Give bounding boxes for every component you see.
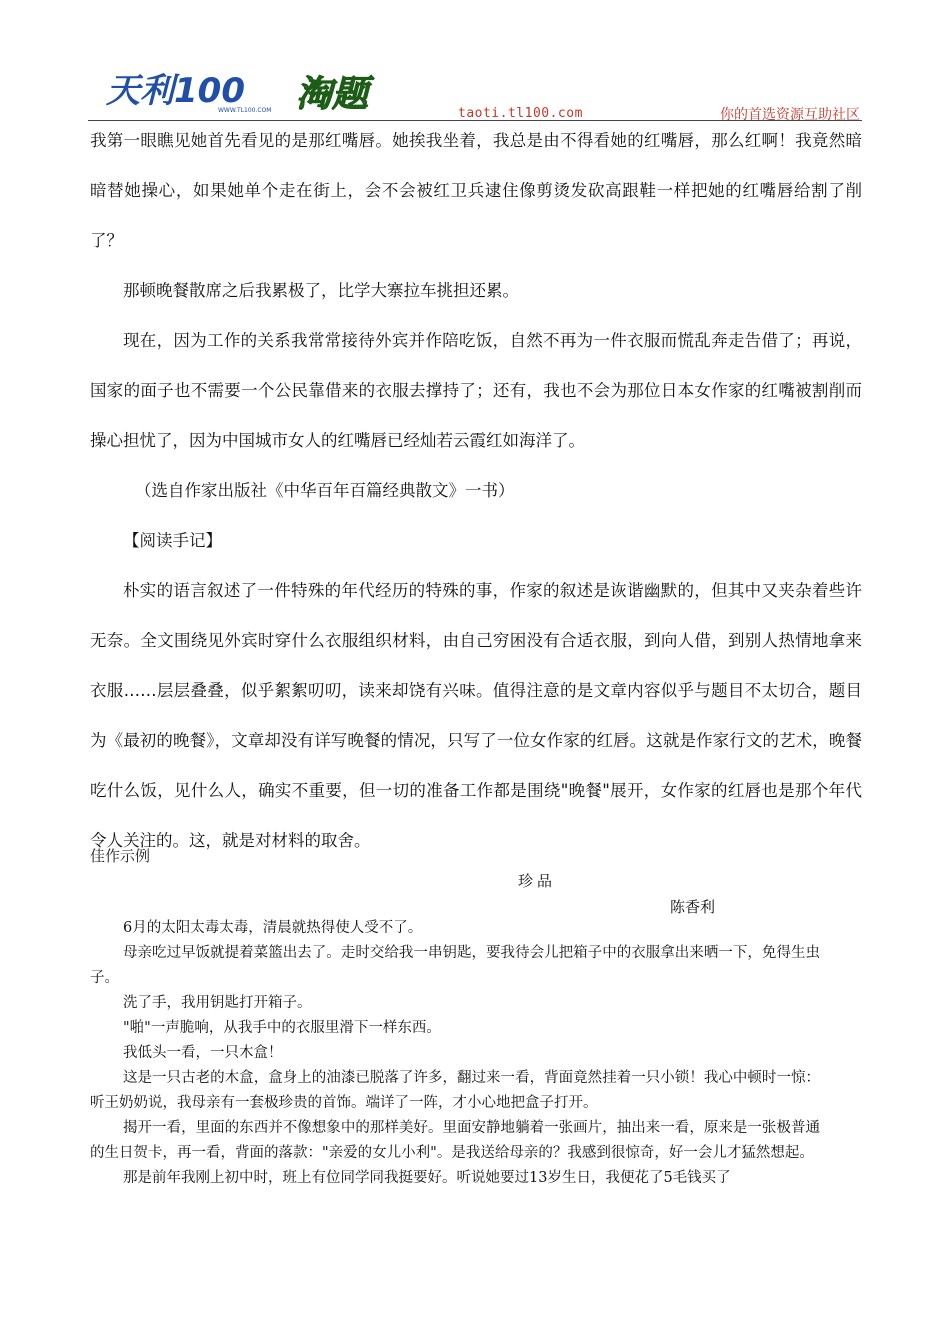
reading-paragraph-1: 我第一眼瞧见她首先看见的是那红嘴唇。她挨我坐着，我总是由不得看她的红嘴唇，那么红啊！我竟然暗暗替她操心，如果她单个走在街上，会不会被红卫兵逮住像剪烫发砍高跟鞋一样把她的红嘴唇给割了削了？	[90, 131, 862, 250]
reading-paragraph-2: 那顿晚餐散席之后我累极了，比学大寨拉车挑担还累。	[123, 281, 519, 300]
sample-heading: 佳作示例	[90, 847, 151, 865]
essay-paragraph: 这是一只古老的木盒，盒身上的油漆已脱落了许多，翻过来一看，背面竟然挂着一只小锁！我心中顿时一惊：听王奶奶说，我母亲有一套极珍贵的首饰。端详了一阵，才小心地把盒子打开。	[90, 1070, 820, 1111]
essay-paragraph: 我低头一看，一只木盒！	[123, 1045, 283, 1061]
essay-paragraph: 那是前年我刚上初中时，班上有位同学同我挺要好。听说她要过13岁生日，我便花了5毛钱买了	[123, 1170, 731, 1186]
essay-paragraph: 揭开一看，里面的东西并不像想象中的那样美好。里面安静地躺着一张画片，抽出来一看，原来是一张极普通的生日贺卡，再一看，背面的落款："亲爱的女儿小利"。是我送给母亲的？我感到很惊奇，好一会儿才猛然想起。	[90, 1120, 820, 1161]
tianli100-logo	[106, 64, 446, 116]
essay-body	[90, 916, 820, 1191]
essay-paragraph: 洗了手，我用钥匙打开箱子。	[123, 995, 312, 1011]
page-header	[88, 62, 862, 124]
logo-subtext: WWW.TL100.COM	[218, 107, 272, 114]
logo-text: 天利100	[106, 71, 245, 111]
reading-notes: 朴实的语言叙述了一件特殊的年代经历的特殊的事，作家的叙述是诙谐幽默的，但其中又夹杂着些许无奈。全文围绕见外宾时穿什么衣服组织材料，由自己穷困没有合适衣服，到向人借，到别人热情地拿来衣服……层层叠叠，似乎絮絮叨叨，读来却饶有兴味。值得注意的是文章内容似乎与题目不太切合，题目为《最初的晚餐》，文章却没有详写晚餐的情况，只写了一位女作家的红唇。这就是作家行文的艺术，晚餐吃什么饭，见什么人，确实不重要，但一切的准备工作都是围绕"晚餐"展开，女作家的红唇也是那个年代令人关注的。这，就是对材料的取舍。	[90, 581, 862, 850]
site-slogan: 你的首选资源互助社区	[720, 107, 860, 123]
site-url[interactable]: taoti.tl100.com	[458, 106, 583, 121]
reading-passage	[90, 116, 862, 866]
reading-notes-heading: 【阅读手记】	[123, 531, 222, 550]
logo-slogan: 淘题	[296, 74, 369, 115]
essay-author: 陈香利	[670, 898, 716, 916]
essay-paragraph: 母亲吃过早饭就提着菜篮出去了。走时交给我一串钥匙，要我待会儿把箱子中的衣服拿出来晒一下，免得生虫子。	[90, 945, 820, 986]
reading-paragraph-3: 现在，因为工作的关系我常常接待外宾并作陪吃饭，自然不再为一件衣服而慌乱奔走告借了；再说，国家的面子也不需要一个公民靠借来的衣服去撑持了；还有，我也不会为那位日本女作家的红嘴被割削而操心担忧了，因为中国城市女人的红嘴唇已经灿若云霞红如海洋了。	[90, 331, 862, 450]
essay-title: 珍品	[518, 872, 557, 890]
reading-source: （选自作家出版社《中华百年百篇经典散文》一书）	[135, 481, 515, 500]
essay-paragraph: "啪"一声脆响，从我手中的衣服里滑下一样东西。	[123, 1020, 441, 1036]
essay-paragraph: 6月的太阳太毒太毒，清晨就热得使人受不了。	[123, 920, 423, 936]
